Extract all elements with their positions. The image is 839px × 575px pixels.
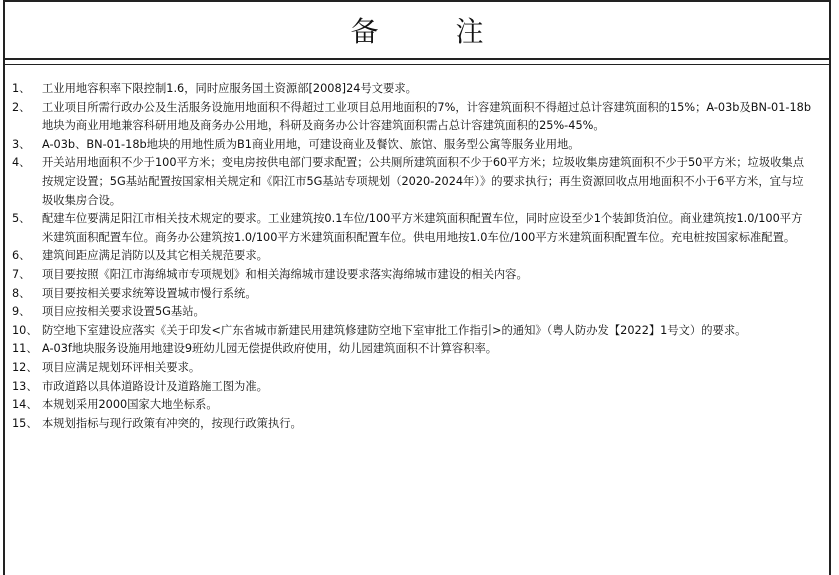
page-title: 备 注 <box>350 15 518 48</box>
note-item <box>12 136 812 155</box>
note-number: 15、 <box>12 416 38 430</box>
note-number: 6、 <box>12 249 31 263</box>
note-number: 9、 <box>12 305 31 319</box>
note-text: 本规划指标与现行政策有冲突的，按现行政策执行。 <box>42 416 302 430</box>
note-item <box>12 378 812 397</box>
notes-list <box>12 80 812 433</box>
note-item <box>12 154 812 210</box>
note-text: 配建车位要满足阳江市相关技术规定的要求。工业建筑按0.1车位/100平方米建筑面积配置车位，同时应设至少1个装卸货泊位。商业建筑按1.0/100平方米建筑面积配置车位。商务办公建筑按1.0/100平方米建筑面积配置车位。供电用地按1.0车位/100平方米建筑面积配置车位。充电桩按国家标准配置。 <box>42 212 803 244</box>
note-item <box>12 80 812 99</box>
note-number: 7、 <box>12 267 31 281</box>
note-text: 项目应满足规划环评相关要求。 <box>42 360 201 374</box>
note-number: 8、 <box>12 286 31 300</box>
note-text: 项目要按照《阳江市海绵城市专项规划》和相关海绵城市建设要求落实海绵城市建设的相关内容。 <box>42 267 528 281</box>
note-number: 4、 <box>12 156 31 170</box>
note-text: 开关站用地面积不少于100平方米；变电房按供电部门要求配置；公共厕所建筑面积不少于60平方米；垃圾收集房建筑面积不少于50平方米；垃圾收集点按规定设置；5G基站配置按国家相关规定和《阳江市5G基站专项规划（2020-2024年）》的要求执行；再生资源回收点用地面积不小于6平方米，宜与垃圾收集房合设。 <box>42 156 805 207</box>
note-text: 项目应按相关要求设置5G基站。 <box>42 305 205 319</box>
note-item <box>12 303 812 322</box>
title-box <box>5 2 829 60</box>
note-item <box>12 285 812 304</box>
note-item <box>12 396 812 415</box>
note-text: 本规划采用2000国家大地坐标系。 <box>42 398 218 412</box>
note-number: 10、 <box>12 323 38 337</box>
note-number: 3、 <box>12 137 31 151</box>
note-number: 14、 <box>12 398 38 412</box>
note-text: 项目要按相关要求统筹设置城市慢行系统。 <box>42 286 257 300</box>
note-text: A-03f地块服务设施用地建设9班幼儿园无偿提供政府使用，幼儿园建筑面积不计算容积率。 <box>42 342 498 356</box>
note-number: 1、 <box>12 82 31 95</box>
notes-divider <box>5 64 829 65</box>
note-number: 12、 <box>12 360 38 374</box>
note-text: A-03b、BN-01-18b地块的用地性质为B1商业用地，可建设商业及餐饮、旅馆、服务型公寓等服务业用地。 <box>42 137 580 151</box>
note-item <box>12 340 812 359</box>
note-item <box>12 415 812 434</box>
note-item <box>12 266 812 285</box>
note-number: 13、 <box>12 379 38 393</box>
note-item <box>12 210 812 247</box>
note-item <box>12 247 812 266</box>
note-text: 建筑间距应满足消防以及其它相关规范要求。 <box>42 249 268 263</box>
note-item <box>12 99 812 136</box>
note-item <box>12 322 812 341</box>
note-text: 防空地下室建设应落实《关于印发<广东省城市新建民用建筑修建防空地下室审批工作指引>的通知》（粤人防办发【2022】1号文）的要求。 <box>42 323 747 337</box>
note-number: 11、 <box>12 342 38 356</box>
note-text: 工业项目所需行政办公及生活服务设施用地面积不得超过工业项目总用地面积的7%，计容建筑面积不得超过总计容建筑面积的15%；A-03b及BN-01-18b地块为商业用地兼容科研用地及商务办公用地，科研及商务办公计容建筑面积需占总计容建筑面积的25%-45%。 <box>42 100 812 133</box>
note-item <box>12 359 812 378</box>
note-text: 工业用地容积率下限控制1.6，同时应服务国土资源部[2008]24号文要求。 <box>42 82 417 95</box>
note-text: 市政道路以具体道路设计及道路施工图为准。 <box>42 379 268 393</box>
note-number: 5、 <box>12 212 31 226</box>
note-number: 2、 <box>12 100 31 114</box>
